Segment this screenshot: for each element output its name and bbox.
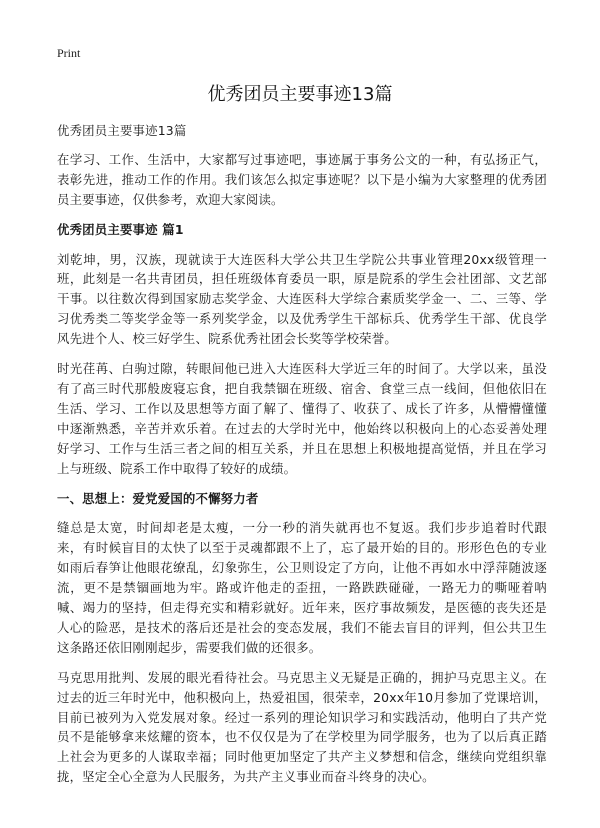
article-body [57,121,547,797]
paragraph-2: 时光荏苒、白驹过隙，转眼间他已进入大连医科大学近三年的时间了。大学以来，虽没有了高三时代那般废寝忘食，把自我禁锢在班级、宿舍、食堂三点一线间，但他依旧在生活、学习、工作以及思想等方面了解了、懂得了、收获了、成长了许多，从懵懵懂懂中逐渐熟悉，辛苦并欢乐着。在过去的大学时光中，他始终以积极向上的心态妥善处理好学习、工作与生活三者之间的相互关系，并且在思想上积极地提高觉悟，并且在学习上与班级、院系工作中取得了较好的成绩。 [57,361,547,476]
intro-paragraph: 在学习、工作、生活中，大家都写过事迹吧，事迹属于事务公文的一种，有弘扬正气，表彰先进，推动工作的作用。我们该怎么拟定事迹呢？以下是小编为大家整理的优秀团员主要事迹，仅供参考，欢迎大家阅读。 [57,151,547,207]
section-heading-2: 一、思想上：爱党爱国的不懈努力者 [57,490,259,506]
paragraph-4: 马克思用批判、发展的眼光看待社会。马克思主义无疑是正确的，拥护马克思主义。在过去的近三年时光中，他积极向上，热爱祖国，很荣幸，20xx年10月参加了党课培训，目前已被列为入党发展对象。经过一系列的理论知识学习和实践活动，他明白了共产党员不是能够拿来炫耀的资本，也不仅仅是为了在学校里为同学服务，也为了以后真正踏上社会为更多的人谋取幸福；同时他更加坚定了共产主义梦想和信念，继续向党组织靠拢，坚定全心全意为人民服务，为共产主义事业而奋斗终身的决心。 [57,669,547,785]
print-link[interactable]: Print [57,46,81,60]
article-subtitle: 优秀团员主要事迹13篇 [57,123,187,138]
section-heading-1: 优秀团员主要事迹 篇1 [57,221,184,237]
paragraph-3: 缝总是太宽，时间却老是太瘦，一分一秒的消失就再也不复返。我们步步追着时代跟来，有时候盲目的太快了以至于灵魂都跟不上了，忘了最开始的目的。形形色色的专业如雨后春笋让他眼花缭乱，幻象弥生，公卫则设定了方向，让他不再如水中浮萍随波逐流，更不是禁锢画地为牢。路或许他走的歪扭，一路跌跌碰碰，一路无力的嘶哑着呐喊、竭力的坚持，但走得充实和精彩就好。近年来，医疗事故频发，是医德的丧失还是人心的险恶，是技术的落后还是社会的变态发展，我们不能去盲目的评判，但公共卫生这条路还依旧刚刚起步，需要我们做的还很多。 [57,520,547,655]
page-title: 优秀团员主要事迹13篇 [207,84,393,105]
paragraph-1: 刘乾坤，男，汉族，现就读于大连医科大学公共卫生学院公共事业管理20xx级管理一班，此刻是一名共青团员，担任班级体育委员一职，原是院系的学生会社团部、文艺部干事。以往数次得到国家励志奖学金、大连医科大学综合素质奖学金一、二、三等、学习优秀类二等奖学金等一系列奖学金，以及优秀学生干部标兵、优秀学生干部、优良学风先进个人、校三好学生、院系优秀社团会长奖等学校荣誉。 [57,251,547,347]
